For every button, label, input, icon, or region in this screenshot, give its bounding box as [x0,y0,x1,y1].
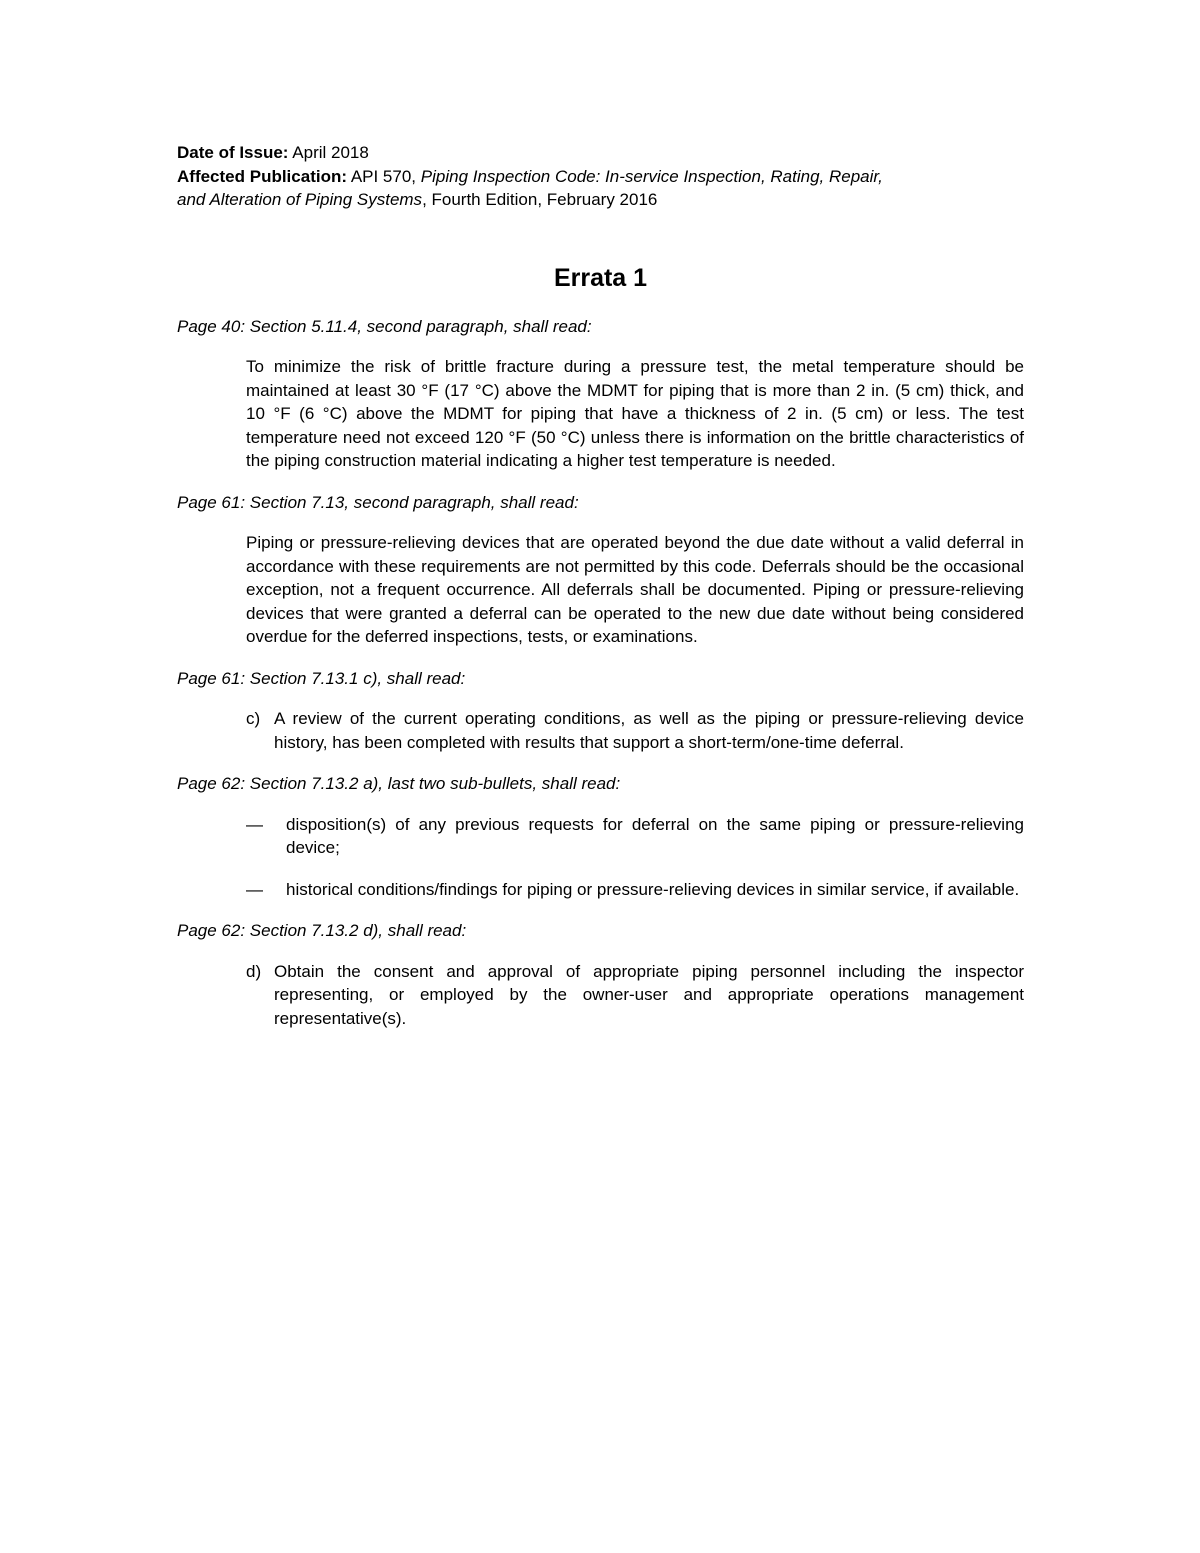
publication-edition: , Fourth Edition, February 2016 [422,190,658,209]
affected-publication-label: Affected Publication: [177,166,348,186]
document-title: Errata 1 [553,263,648,292]
issue-date-line [177,141,1024,165]
section-heading-5-11-4: Page 40: Section 5.11.4, second paragraph, shall read: [177,316,592,336]
publication-title-part-1: Piping Inspection Code: In-service Inspection, Rating, Repair, [420,166,883,186]
dash-marker-2: — [246,879,263,899]
list-text-d: Obtain the consent and approval of appropriate piping personnel including the inspector representing, or employed by the owner-user and appropriate operations management representative(s). [274,961,1024,1028]
list-marker-c: c) [246,709,261,728]
section-body-7-13: Piping or pressure-relieving devices that are operated beyond the due date without a valid deferral in accordance with these requirements are not permitted by this code. Deferrals should be the occasional exception, not a frequent occurrence. All deferrals shall be documented. Piping or pressure-relieving devices that were granted a deferral can be operated to the new due date without being considered overdue for the deferred inspections, tests, or examinations. [246,533,1024,646]
publication-prefix: API 570, [350,166,417,186]
section-heading-7-13-2-d: Page 62: Section 7.13.2 d), shall read: [177,921,467,940]
publication-title-part-2: and Alteration of Piping Systems [177,190,423,209]
section-heading-7-13-1-c: Page 61: Section 7.13.1 c), shall read: [177,668,466,688]
section-heading-7-13: Page 61: Section 7.13, second paragraph, shall read: [177,492,579,512]
list-text-c: A review of the current operating conditions, as well as the piping or pressure-relieving device history, has been completed with results that support a short-term/one-time deferral. [274,709,1024,752]
affected-publication-line [177,165,1024,212]
list-item-c [246,707,1024,754]
issue-date-label: Date of Issue: [177,143,289,162]
list-item-d [246,960,1024,1031]
list-marker-d: d) [246,961,262,981]
issue-date-value: April 2018 [292,143,369,162]
sub-bullet-text-2: historical conditions/findings for piping or pressure-relieving devices in similar service, if available. [286,879,1020,899]
section-body-5-11-4: To minimize the risk of brittle fracture during a pressure test, the metal temperature should be maintained at least 30 °F (17 °C) above the MDMT for piping that is more than 2 in. (5 cm) thick, and 10 °F (6 °C) above the MDMT for piping that have a thickness of 2 in. (5 cm) or less. The test temperature need not exceed 120 °F (50 °C) unless there is information on the brittle characteristics of the piping construction material indicating a higher test temperature is needed. [246,357,1024,470]
section-heading-7-13-2-a: Page 62: Section 7.13.2 a), last two sub-bullets, shall read: [177,774,621,793]
dash-marker-1: — [246,814,263,834]
sub-bullet-1 [246,813,1024,860]
errata-document [177,141,1024,1048]
sub-bullet-text-1: disposition(s) of any previous requests for deferral on the same piping or pressure-relieving device; [286,814,1024,857]
sub-bullet-2 [246,878,1024,902]
